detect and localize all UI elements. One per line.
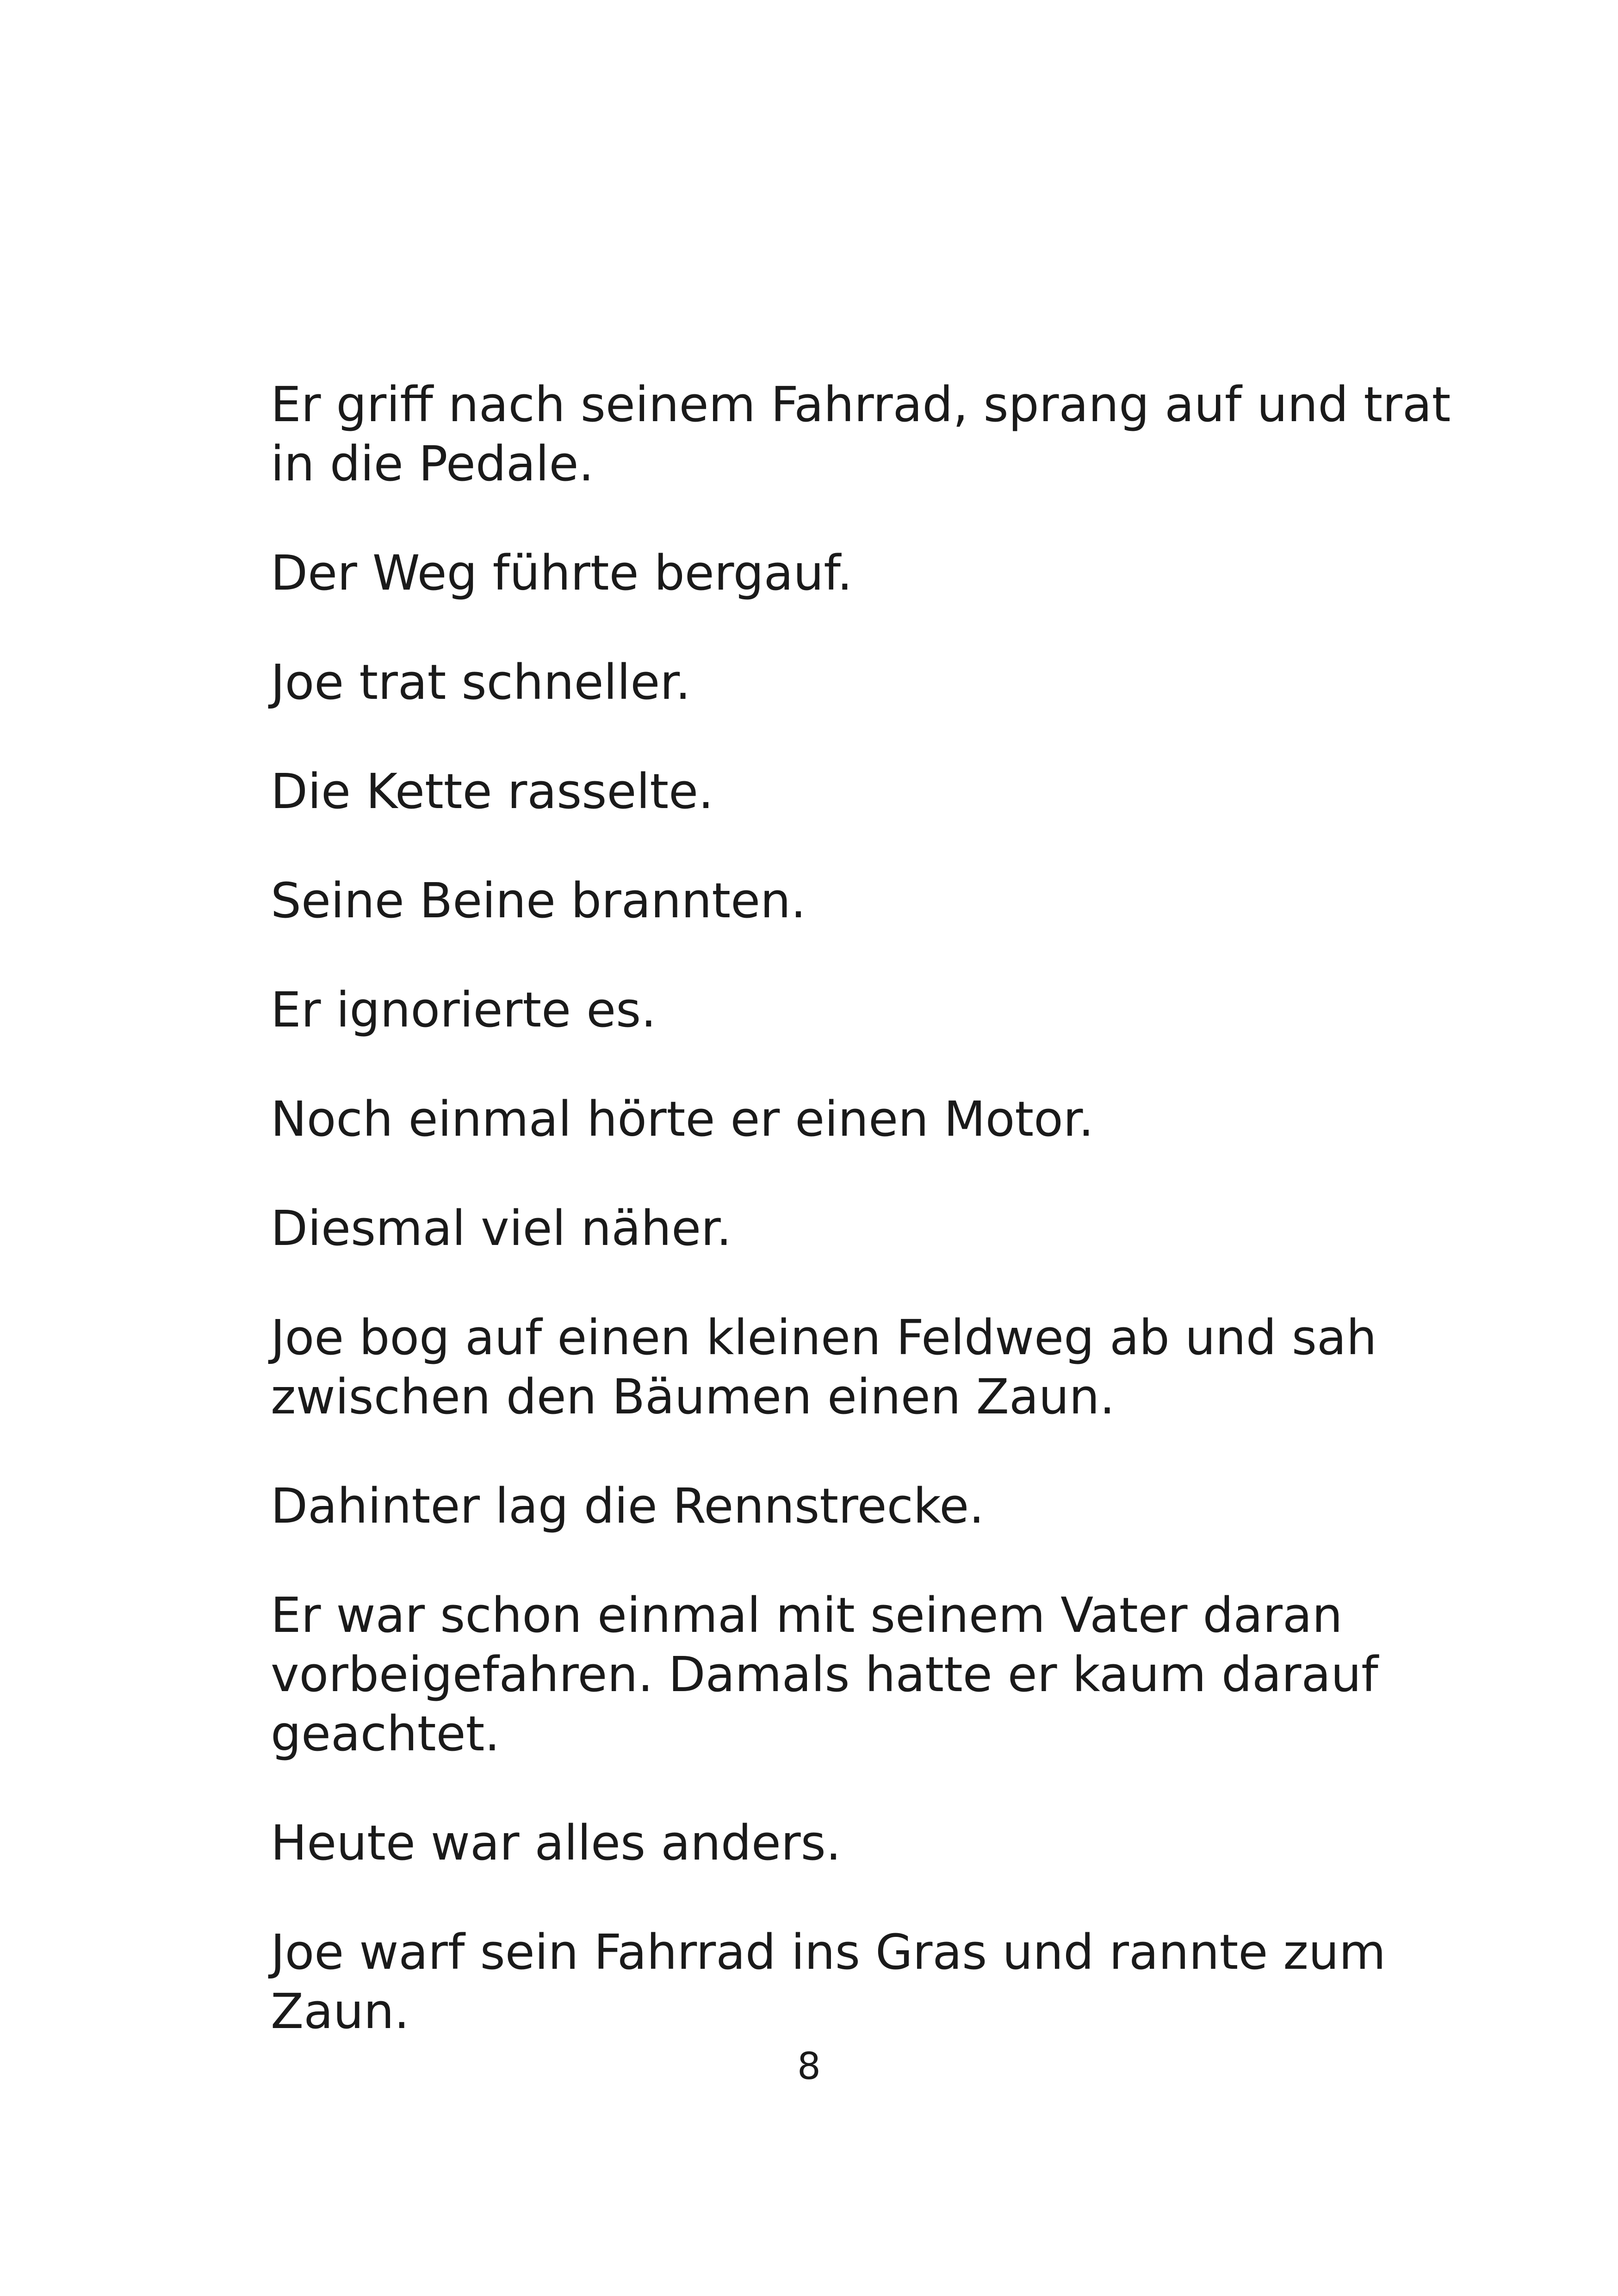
page-body-text <box>271 375 1474 2041</box>
paragraph: Er war schon einmal mit seinem Vater daran vorbeigefahren. Damals hatte er kaum darauf geachtet. <box>271 1587 1378 1762</box>
paragraph: Heute war alles anders. <box>271 1815 841 1871</box>
paragraph: Joe trat schneller. <box>271 654 691 710</box>
paragraph: Joe warf sein Fahrrad ins Gras und rannte zum Zaun. <box>271 1924 1386 2040</box>
page-number: 8 <box>797 2045 821 2088</box>
paragraph: Noch einmal hörte er einen Motor. <box>271 1091 1094 1147</box>
paragraph: Der Weg führte bergauf. <box>271 545 853 601</box>
paragraph: Er ignorierte es. <box>271 982 657 1038</box>
paragraph: Joe bog auf einen kleinen Feldweg ab und sah zwischen den Bäumen einen Zaun. <box>271 1309 1377 1425</box>
paragraph: Die Kette rasselte. <box>271 763 714 820</box>
paragraph: Diesmal viel näher. <box>271 1200 732 1257</box>
paragraph: Dahinter lag die Rennstrecke. <box>271 1478 985 1534</box>
paragraph: Seine Beine brannten. <box>271 872 806 929</box>
paragraph: Er griff nach seinem Fahrrad, sprang auf und trat in die Pedale. <box>271 376 1451 492</box>
